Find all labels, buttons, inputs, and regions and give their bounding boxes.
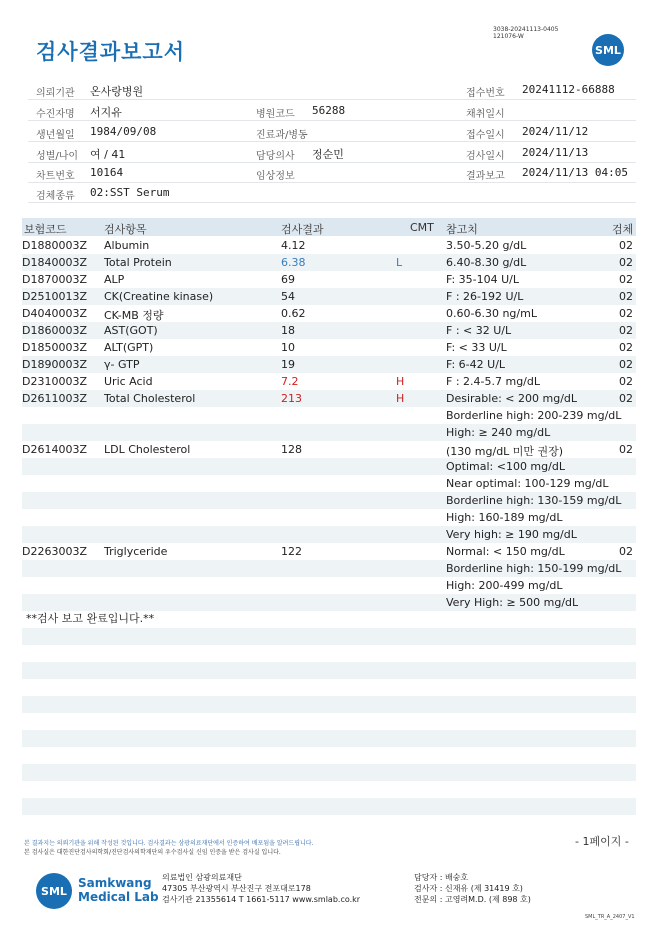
form-version: SML_TR_A_2407_V1 (585, 914, 635, 920)
cell-spec: 02 (619, 307, 633, 320)
cell-ref: Desirable: < 200 mg/dL (446, 392, 578, 405)
cell-cmt: H (396, 392, 405, 405)
blank-row (22, 764, 636, 781)
cell-spec: 02 (619, 273, 633, 286)
table-row (22, 543, 636, 560)
cell-ref: Normal: < 150 mg/dL (446, 545, 565, 558)
header-cmt: CMT (410, 221, 434, 234)
info-row (28, 162, 636, 183)
cell-ref: Borderline high: 200-239 mg/dL (446, 409, 622, 422)
cell-spec: 02 (619, 256, 633, 269)
cell-ref: Near optimal: 100-129 mg/dL (446, 477, 609, 490)
cell-ref: 6.40-8.30 g/dL (446, 256, 527, 269)
table-row (22, 594, 636, 611)
info-row (28, 100, 636, 121)
blank-row (22, 730, 636, 747)
blank-row (22, 747, 636, 764)
cell-result: 6.38 (281, 256, 306, 269)
header-result: 검사결과 (281, 223, 324, 236)
cell-spec: 02 (619, 443, 633, 456)
tested-value: 2024/11/13 (522, 146, 589, 159)
cell-spec: 02 (619, 392, 633, 405)
info-row (28, 182, 636, 203)
cell-spec: 02 (619, 341, 633, 354)
cell-spec: 02 (619, 290, 633, 303)
document-code-line1: 3038-20241113-0405 (493, 26, 559, 33)
table-row (22, 322, 636, 339)
specimen-value: 02:SST Serum (90, 186, 170, 199)
results-table-header (22, 218, 636, 236)
cell-ref: High: 200-499 mg/dL (446, 579, 563, 592)
footer-staff3: 전문의 : 고영려M.D. (제 898 호) (414, 895, 531, 904)
footer-address: 47305 부산광역시 부산진구 전포대로178 (162, 884, 311, 893)
cell-code: D1880003Z (22, 239, 87, 252)
cell-result: 18 (281, 324, 295, 337)
hospcode-label: 병원코드 (256, 109, 295, 120)
received-label: 접수일시 (466, 130, 505, 141)
completion-note: **검사 보고 완료입니다.** (26, 612, 155, 625)
info-row (28, 79, 636, 100)
blank-row (22, 662, 636, 679)
cell-ref: 3.50-5.20 g/dL (446, 239, 527, 252)
table-row (22, 373, 636, 390)
cell-spec: 02 (619, 239, 633, 252)
cell-result: 122 (281, 545, 302, 558)
birth-value: 1984/09/08 (90, 125, 157, 138)
hospital-value: 온사랑병원 (90, 85, 144, 98)
blank-row (22, 696, 636, 713)
table-row (22, 424, 636, 441)
table-row (22, 288, 636, 305)
cell-name: Total Protein (104, 256, 172, 269)
cell-result: 4.12 (281, 239, 306, 252)
table-row (22, 305, 636, 322)
hospital-label: 의뢰기관 (36, 88, 75, 99)
table-row (22, 492, 636, 509)
cell-code: D2611003Z (22, 392, 87, 405)
cell-name: AST(GOT) (104, 324, 158, 337)
cell-ref: Borderline high: 130-159 mg/dL (446, 494, 622, 507)
doctor-value: 정순민 (312, 148, 344, 161)
blank-row (22, 679, 636, 696)
clinical-label: 임상정보 (256, 171, 295, 182)
footer-staff2: 검사자 : 신재유 (제 31419 호) (414, 884, 523, 893)
footer-logo-line2: Medical Lab (78, 890, 159, 904)
cell-code: D1860003Z (22, 324, 87, 337)
table-row (22, 577, 636, 594)
footer-org: 의료법인 삼광의료재단 (162, 873, 242, 882)
footer-org-info (162, 872, 360, 905)
cell-ref: F : < 32 U/L (446, 324, 512, 337)
cell-ref: F: 35-104 U/L (446, 273, 520, 286)
cell-ref: F : 26-192 U/L (446, 290, 524, 303)
report-title: 검사결과보고서 (36, 40, 186, 64)
birth-label: 생년월일 (36, 130, 75, 141)
cell-code: D4040003Z (22, 307, 87, 320)
cell-name: Albumin (104, 239, 150, 252)
table-row (22, 475, 636, 492)
cell-name: CK-MB 정량 (104, 309, 164, 322)
cell-spec: 02 (619, 324, 633, 337)
cell-result: 213 (281, 392, 302, 405)
blank-row (22, 628, 636, 645)
footnote-2: 본 검사실은 대한진단검사의학회/진단검사의학재단의 우수검사실 신임 인증을 받은 검사실 입니다. (24, 849, 281, 856)
cell-result: 7.2 (281, 375, 299, 388)
received-value: 2024/11/12 (522, 125, 589, 138)
footer-staff-info (414, 872, 531, 905)
blank-row (22, 798, 636, 815)
page-number: - 1페이지 - (575, 835, 629, 848)
cell-result: 69 (281, 273, 295, 286)
cell-code: D1840003Z (22, 256, 87, 269)
header-spec: 검체 (612, 223, 634, 236)
reported-label: 결과보고 (466, 171, 505, 182)
cell-code: D2263003Z (22, 545, 87, 558)
footer-logo-mark: SML (36, 873, 72, 909)
cell-cmt: L (396, 256, 403, 269)
cell-code: D2510013Z (22, 290, 87, 303)
cell-code: D1850003Z (22, 341, 87, 354)
header-ref: 참고치 (446, 223, 478, 236)
table-row (22, 390, 636, 407)
sexage-label: 성별/나이 (36, 151, 79, 162)
table-row (22, 458, 636, 475)
hospcode-value: 56288 (312, 104, 346, 117)
table-row (22, 237, 636, 254)
blank-row (22, 645, 636, 662)
name-value: 서지유 (90, 106, 122, 119)
cell-ref: 0.60-6.30 ng/mL (446, 307, 537, 320)
cell-ref: Borderline high: 150-199 mg/dL (446, 562, 622, 575)
reported-value: 2024/11/13 04:05 (522, 166, 628, 179)
cell-ref: (130 mg/dL 미만 권장) (446, 445, 564, 458)
cell-name: CK(Creatine kinase) (104, 290, 214, 303)
cell-spec: 02 (619, 545, 633, 558)
chart-value: 10164 (90, 166, 124, 179)
cell-ref: F: 6-42 U/L (446, 358, 506, 371)
sml-logo: SML (592, 34, 624, 66)
cell-result: 19 (281, 358, 295, 371)
receipt-no-value: 20241112-66888 (522, 83, 615, 96)
footer-logo-line1: Samkwang (78, 876, 152, 890)
document-code (493, 26, 558, 40)
cell-cmt: H (396, 375, 405, 388)
specimen-label: 검체종류 (36, 191, 75, 202)
name-label: 수진자명 (36, 109, 75, 120)
footer-contact: 검사기관 21355614 T 1661-5117 www.smlab.co.kr (162, 895, 361, 904)
table-row (22, 526, 636, 543)
cell-code: D2614003Z (22, 443, 87, 456)
cell-ref: Very High: ≥ 500 mg/dL (446, 596, 579, 609)
cell-ref: High: 160-189 mg/dL (446, 511, 563, 524)
cell-name: LDL Cholesterol (104, 443, 191, 456)
table-row (22, 441, 636, 458)
collect-label: 채취일시 (466, 109, 505, 120)
cell-code: D2310003Z (22, 375, 87, 388)
table-row (22, 254, 636, 271)
cell-ref: F: < 33 U/L (446, 341, 507, 354)
cell-result: 54 (281, 290, 295, 303)
footer-logo-text (78, 876, 159, 904)
cell-name: Triglyceride (104, 545, 168, 558)
cell-result: 0.62 (281, 307, 306, 320)
cell-name: ALP (104, 273, 125, 286)
dept-label: 진료과/병동 (256, 130, 308, 141)
info-row (28, 121, 636, 142)
cell-ref: Optimal: <100 mg/dL (446, 460, 565, 473)
cell-name: Uric Acid (104, 375, 153, 388)
table-row (22, 339, 636, 356)
table-row (22, 271, 636, 288)
cell-name: γ- GTP (104, 358, 140, 371)
table-row (22, 509, 636, 526)
cell-spec: 02 (619, 358, 633, 371)
tested-label: 검사일시 (466, 151, 505, 162)
sexage-value: 여 / 41 (90, 148, 126, 161)
cell-ref: F : 2.4-5.7 mg/dL (446, 375, 540, 388)
cell-spec: 02 (619, 375, 633, 388)
cell-name: ALT(GPT) (104, 341, 154, 354)
footer-staff1: 담당자 : 배숭호 (414, 873, 469, 882)
cell-code: D1890003Z (22, 358, 87, 371)
document-code-line2: 121076-W (493, 33, 524, 40)
header-name: 검사항목 (104, 223, 147, 236)
cell-result: 10 (281, 341, 295, 354)
chart-label: 차트번호 (36, 171, 75, 182)
table-row (22, 356, 636, 373)
cell-ref: High: ≥ 240 mg/dL (446, 426, 551, 439)
table-row (22, 407, 636, 424)
table-row (22, 560, 636, 577)
cell-ref: Very high: ≥ 190 mg/dL (446, 528, 577, 541)
receipt-no-label: 접수번호 (466, 88, 505, 99)
cell-code: D1870003Z (22, 273, 87, 286)
info-row (28, 142, 636, 163)
cell-result: 128 (281, 443, 302, 456)
blank-row (22, 713, 636, 730)
header-code: 보험코드 (24, 223, 67, 236)
blank-row (22, 781, 636, 798)
footnote-1: 본 결과지는 의뢰기관을 위해 작성된 것입니다. 검사결과는 삼광의료재단에서 인증하여 배포됨을 알려드립니다. (24, 840, 314, 847)
doctor-label: 담당의사 (256, 151, 295, 162)
cell-name: Total Cholesterol (104, 392, 196, 405)
